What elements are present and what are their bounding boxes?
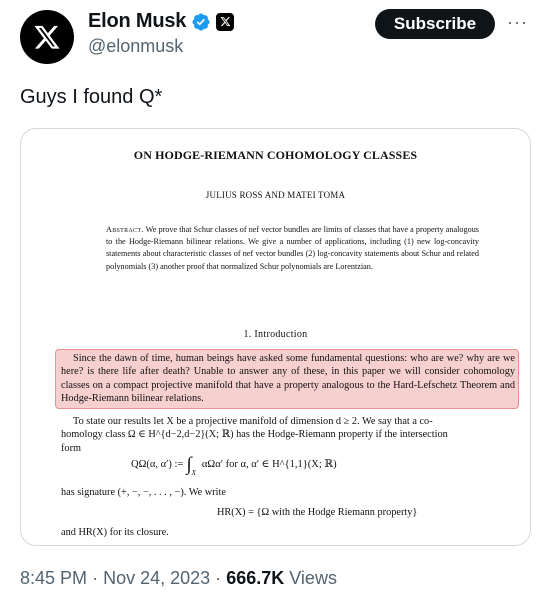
tweet-time[interactable]: 8:45 PM (20, 568, 88, 588)
subscribe-button[interactable]: Subscribe (375, 9, 495, 39)
tweet-meta (20, 568, 337, 589)
abstract-text: We prove that Schur classes of nef vector bundles are limits of classes that have a property analogous to the Hodge-Riemann bilinear relations. We give a number of applications, including (1) new log-concavity statements about characteristic classes of nef vector bundles (2) log-concavity statements about Schur and related polynomials (3) another proof that normalized Schur polynomials are Lorentzian. (106, 225, 479, 271)
intro-line-3: form (61, 442, 82, 454)
hr-definition: HR(X) = {Ω with the Hodge Riemann property} (217, 507, 418, 518)
intersection-form-equation (131, 454, 337, 477)
equation-integrand: αΩα′ for α, α′ ∈ H^{1,1}(X; ℝ) (201, 459, 337, 470)
integral-subscript: X (191, 469, 196, 477)
paper-abstract (106, 224, 479, 273)
equation-lhs: QΩ(α, α′) := (131, 458, 184, 470)
views-count[interactable]: 666.7K (226, 568, 285, 588)
author-handle[interactable]: @elonmusk (88, 36, 184, 56)
more-options-icon[interactable]: ··· (507, 12, 528, 32)
integral-symbol: ∫ (186, 454, 192, 475)
highlighted-paragraph: Since the dawn of time, human beings have asked some fundamental questions: who are we? why are we here? is there life after death? Unable to answer any of these, in this paper we will consider cohomology classes on a compact projective manifold that have a property analogous to the Hard-Lefschetz Theorem and Hodge-Riemann bilinear relations. (61, 353, 515, 405)
section-heading: 1. Introduction (243, 329, 308, 340)
author-name-row (88, 10, 234, 33)
intro-line-1: To state our results let X be a projective manifold of dimension d ≥ 2. We say that a co- (73, 416, 433, 427)
signature-line: has signature (+, −, −, . . . , −). We write (61, 487, 226, 498)
paper-title: ON HODGE-RIEMANN COHOMOLOGY CLASSES (133, 148, 418, 162)
verified-badge-icon[interactable] (191, 12, 211, 32)
closure-line: and HR(X) for its closure. (61, 527, 169, 538)
paper-page (21, 129, 530, 545)
abstract-label: Abstract. (106, 225, 144, 234)
tweet-date[interactable]: Nov 24, 2023 (103, 568, 211, 588)
x-logo-icon (33, 23, 61, 51)
meta-separator: · (215, 568, 222, 588)
avatar[interactable] (20, 10, 74, 64)
intro-line-2: homology class Ω ∈ H^{d−2,d−2}(X; ℝ) has the Hodge-Riemann property if the intersection (61, 429, 448, 441)
x-affiliate-badge-icon[interactable] (216, 13, 234, 31)
tweet-text: Guys I found Q* (20, 86, 163, 108)
paper-authors: JULIUS ROSS AND MATEI TOMA (205, 190, 346, 200)
meta-separator: · (92, 568, 99, 588)
views-label: Views (289, 568, 337, 588)
author-display-name[interactable]: Elon Musk (88, 10, 187, 32)
intro-paragraph (61, 415, 515, 455)
tweet-media-image[interactable] (20, 128, 531, 546)
